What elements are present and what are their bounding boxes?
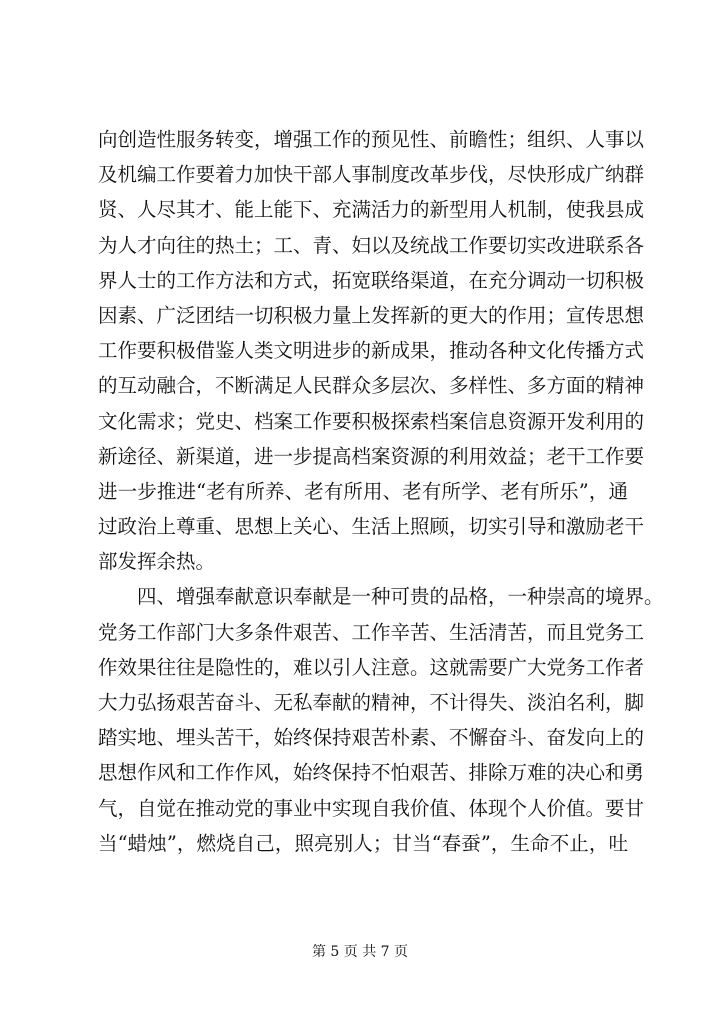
text-line: 贤、人尽其才、能上能下、充满活力的新型用人机制，使我县成 xyxy=(98,198,645,222)
text-line: 作效果往往是隐性的，难以引人注意。这就需要广大党务工作者 xyxy=(98,655,645,679)
text-line: 界人士的工作方法和方式，拓宽联络渠道，在充分调动一切积极 xyxy=(98,268,645,292)
text-line: 工作要积极借鉴人类文明进步的新成果，推动各种文化传播方式 xyxy=(98,339,645,363)
text-line: 踏实地、埋头苦干，始终保持艰苦朴素、不懈奋斗、奋发向上的 xyxy=(98,726,645,750)
text-line: 当“蜡烛”，燃烧自己，照亮别人；甘当“春蚕”，生命不止，吐 xyxy=(98,831,628,855)
text-line: 部发挥余热。 xyxy=(98,550,216,574)
text-line: 过政治上尊重、思想上关心、生活上照顾，切实引导和激励老干 xyxy=(98,515,645,539)
page-number-footer: 第 5 页 共 7 页 xyxy=(311,944,409,960)
text-line: 大力弘扬艰苦奋斗、无私奉献的精神，不计得失、淡泊名利，脚 xyxy=(98,691,645,714)
text-line: 四、增强奉献意识奉献是一种可贵的品格，一种崇高的境界。 xyxy=(137,585,664,609)
text-line: 思想作风和工作作风，始终保持不怕艰苦、排除万难的决心和勇 xyxy=(98,761,645,785)
text-line: 文化需求；党史、档案工作要积极探索档案信息资源开发利用的 xyxy=(98,409,645,433)
text-line: 为人才向往的热土；工、青、妇以及统战工作要切实改进联系各 xyxy=(98,233,645,257)
text-line: 党务工作部门大多条件艰苦、工作辛苦、生活清苦，而且党务工 xyxy=(98,620,645,644)
text-line: 新途径、新渠道，进一步提高档案资源的利用效益；老干工作要 xyxy=(98,444,645,468)
text-line: 的互动融合，不断满足人民群众多层次、多样性、多方面的精神 xyxy=(98,374,645,398)
body-text xyxy=(98,122,664,861)
text-line: 因素、广泛团结一切积极力量上发挥新的更大的作用；宣传思想 xyxy=(98,303,645,327)
text-line: 进一步推进“老有所养、老有所用、老有所学、老有所乐”，通 xyxy=(98,479,628,503)
text-line: 及机编工作要着力加快干部人事制度改革步伐，尽快形成广纳群 xyxy=(98,163,645,187)
text-line: 气，自觉在推动党的事业中实现自我价值、体现个人价值。要甘 xyxy=(98,796,645,820)
text-line: 向创造性服务转变，增强工作的预见性、前瞻性；组织、人事以 xyxy=(98,128,645,151)
